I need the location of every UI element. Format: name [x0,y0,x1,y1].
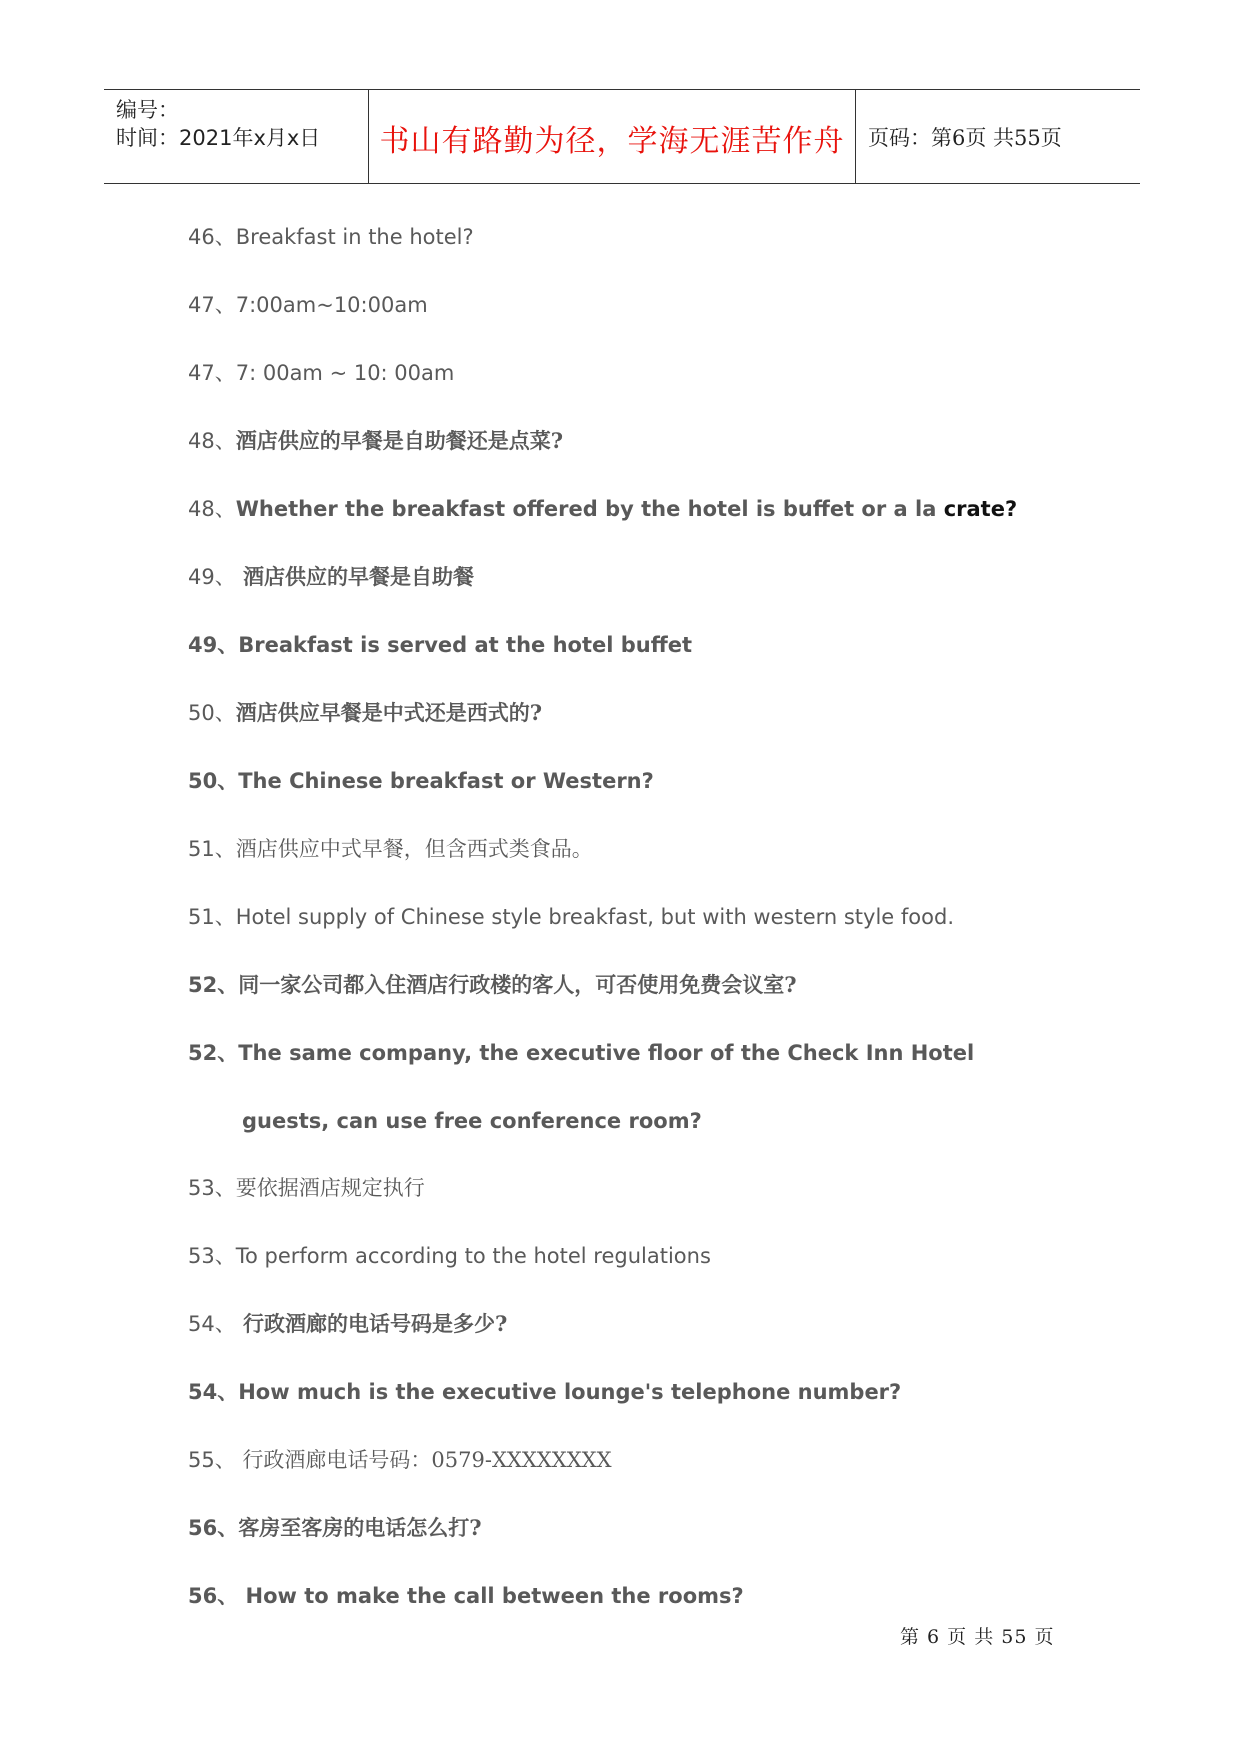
list-item: 51、酒店供应中式早餐，但含西式类食品。 [188,837,593,861]
list-item: 54、How much is the executive lounge's telephone number? [188,1380,902,1404]
header-page-cell [856,90,1140,183]
header-meta-cell [104,90,368,183]
list-item: guests, can use free conference room? [242,1109,702,1133]
list-item: 49、Breakfast is served at the hotel buffet [188,633,693,657]
list-item: 53、To perform according to the hotel regulations [188,1244,711,1268]
document-header-table [104,89,1140,184]
list-item: 56、 How to make the call between the rooms? [188,1584,744,1608]
list-item: 47、7:00am~10:00am [188,293,428,317]
list-item: 48、酒店供应的早餐是自助餐还是点菜? [188,428,564,453]
list-item: 53、要依据酒店规定执行 [188,1176,425,1200]
list-item: 50、The Chinese breakfast or Western? [188,769,654,793]
header-motto-cell [368,90,856,183]
list-item: 48、Whether the breakfast offered by the hotel is buffet or a la crate? [188,497,1018,521]
list-item: 52、The same company, the executive floor of the Check Inn Hotel [188,1041,975,1065]
list-item: 49、 酒店供应的早餐是自助餐 [188,564,475,589]
list-item: 52、同一家公司都入住酒店行政楼的客人，可否使用免费会议室? [188,972,797,997]
list-item: 56、客房至客房的电话怎么打? [188,1515,482,1540]
page-footer: 第 6 页 共 55 页 [900,1626,1055,1648]
list-item: 55、 行政酒廊电话号码：0579-XXXXXXXX [188,1448,612,1472]
page-label: 页码：第6页 共55页 [868,126,1062,150]
list-item: 46、Breakfast in the hotel? [188,225,474,249]
list-item: 47、7: 00am ~ 10: 00am [188,361,455,385]
number-label: 编号： [116,98,179,122]
motto-text: 书山有路勤为径，学海无涯苦作舟 [379,124,845,159]
list-item: 50、酒店供应早餐是中式还是西式的? [188,700,543,725]
time-label: 时间：2021年x月x日 [116,126,321,150]
list-item: 51、Hotel supply of Chinese style breakfast, but with western style food. [188,905,954,929]
list-item: 54、 行政酒廊的电话号码是多少? [188,1311,508,1336]
